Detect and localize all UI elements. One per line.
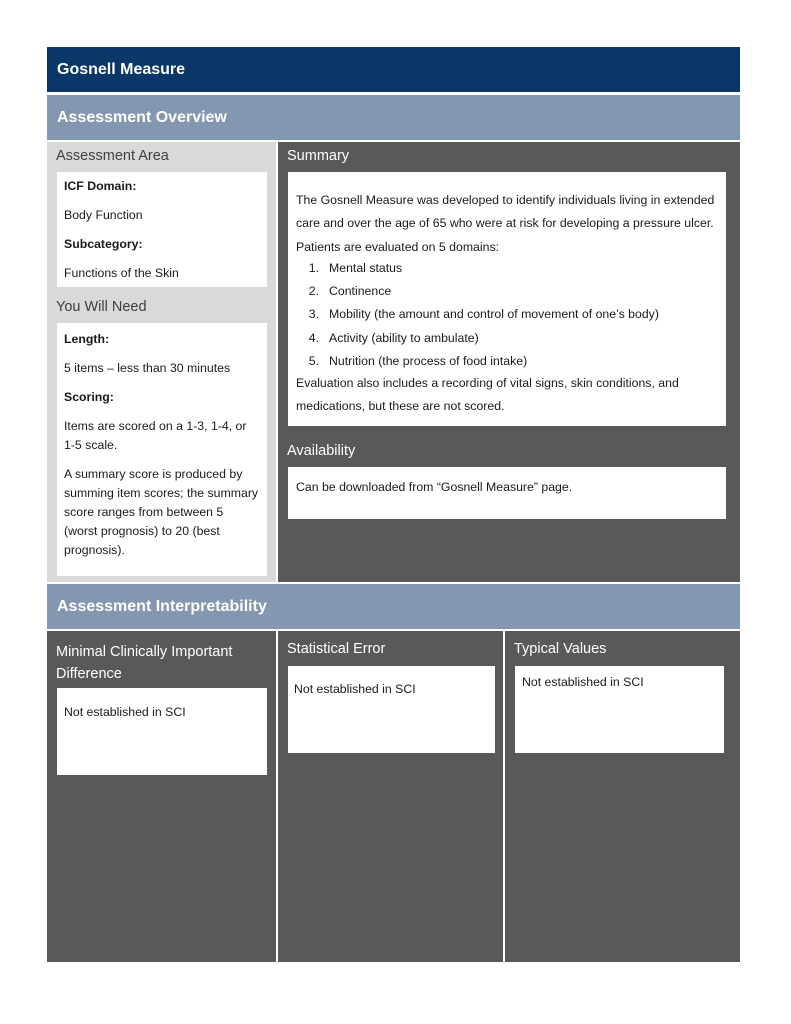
list-item: 2. Continence [308,283,392,298]
interpretability-header: Assessment Interpretability [57,597,267,615]
mcid-box [57,688,267,775]
length-label: Length: [64,332,110,346]
typical-values-text: Not established in SCI [522,675,644,689]
overview-header-bar [47,95,740,140]
list-item: 4. Activity (ability to ambulate) [308,330,479,345]
summary-intro: The Gosnell Measure was developed to identify individuals living in extended care and over the age of 65 who were at risk for developing a pressure ulcer. Patients are evaluated on 5 domains: [296,193,715,254]
you-will-need-box [57,323,267,576]
summary-box [288,172,726,426]
page-title: Gosnell Measure [57,60,186,78]
icf-domain-label: ICF Domain: [64,179,137,193]
mcid-header: Minimal Clinically Important Difference [56,644,233,682]
interpretability-header-bar [47,584,740,629]
summary-outro: Evaluation also includes a recording of vital signs, skin conditions, and medications, but these are not scored. [296,376,679,414]
domain-list [296,256,721,372]
list-item: 5. Nutrition (the process of food intake) [308,353,528,368]
length-value: 5 items – less than 30 minutes [64,361,231,375]
availability-box [288,467,726,519]
subcategory-value: Functions of the Skin [64,266,179,280]
availability-header: Availability [287,443,356,459]
typical-values-header: Typical Values [514,641,607,657]
list-item: 1. Mental status [308,260,403,275]
icf-domain-value: Body Function [64,208,143,222]
title-bar [47,47,740,92]
overview-header: Assessment Overview [57,108,227,126]
assessment-area-header: Assessment Area [56,148,169,164]
list-item: 3. Mobility (the amount and control of movement of one’s body) [308,307,659,322]
stat-error-header: Statistical Error [287,641,386,657]
scoring-label: Scoring: [64,390,114,404]
assessment-area-box [57,172,267,287]
stat-error-box [288,666,495,753]
summary-header: Summary [287,148,350,164]
you-will-need-header: You Will Need [56,299,147,315]
subcategory-label: Subcategory: [64,237,143,251]
mcid-text: Not established in SCI [64,705,186,719]
stat-error-text: Not established in SCI [294,682,416,696]
typical-values-box [515,666,724,753]
scoring-scale-text: Items are scored on a 1-3, 1-4, or 1-5 scale. [64,419,247,452]
summary-score-text: A summary score is produced by summing item scores; the summary score ranges from between 5 (worst prognosis) to 20 (best prognosis). [64,467,259,557]
availability-text: Can be downloaded from “Gosnell Measure” page. [296,480,573,494]
